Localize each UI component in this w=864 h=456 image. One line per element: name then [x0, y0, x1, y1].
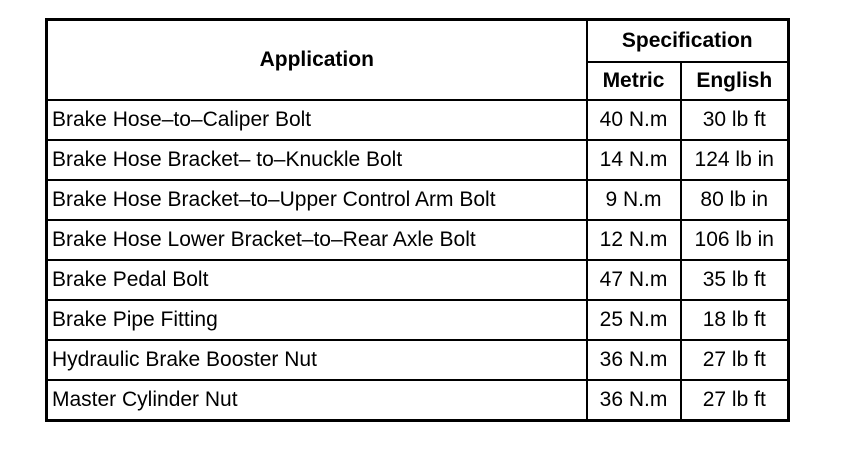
english-cell: 106 lb in: [681, 220, 789, 260]
metric-cell: 14 N.m: [587, 140, 681, 180]
application-cell: Brake Hose–to–Caliper Bolt: [47, 100, 587, 140]
metric-cell: 47 N.m: [587, 260, 681, 300]
torque-spec-table: [45, 18, 790, 422]
english-cell: 18 lb ft: [681, 300, 789, 340]
metric-cell: 9 N.m: [587, 180, 681, 220]
metric-cell: 36 N.m: [587, 380, 681, 421]
metric-header: Metric: [587, 62, 681, 100]
english-header: English: [681, 62, 789, 100]
application-cell: Master Cylinder Nut: [47, 380, 587, 421]
application-cell: Brake Hose Bracket–to–Upper Control Arm Bolt: [47, 180, 587, 220]
metric-cell: 36 N.m: [587, 340, 681, 380]
table-row: [47, 380, 789, 421]
table-row: [47, 260, 789, 300]
application-cell: Brake Pipe Fitting: [47, 300, 587, 340]
english-cell: 30 lb ft: [681, 100, 789, 140]
table-row: [47, 300, 789, 340]
application-cell: Brake Hose Bracket– to–Knuckle Bolt: [47, 140, 587, 180]
metric-cell: 12 N.m: [587, 220, 681, 260]
specification-header: Specification: [587, 20, 789, 63]
application-cell: Brake Hose Lower Bracket–to–Rear Axle Bolt: [47, 220, 587, 260]
metric-cell: 25 N.m: [587, 300, 681, 340]
application-header: Application: [47, 20, 587, 101]
english-cell: 80 lb in: [681, 180, 789, 220]
english-cell: 35 lb ft: [681, 260, 789, 300]
application-cell: Hydraulic Brake Booster Nut: [47, 340, 587, 380]
metric-cell: 40 N.m: [587, 100, 681, 140]
english-cell: 124 lb in: [681, 140, 789, 180]
table-row: [47, 220, 789, 260]
table-row: [47, 180, 789, 220]
header-row-top: [47, 20, 789, 63]
english-cell: 27 lb ft: [681, 340, 789, 380]
application-cell: Brake Pedal Bolt: [47, 260, 587, 300]
table-row: [47, 100, 789, 140]
english-cell: 27 lb ft: [681, 380, 789, 421]
table-row: [47, 140, 789, 180]
table-row: [47, 340, 789, 380]
